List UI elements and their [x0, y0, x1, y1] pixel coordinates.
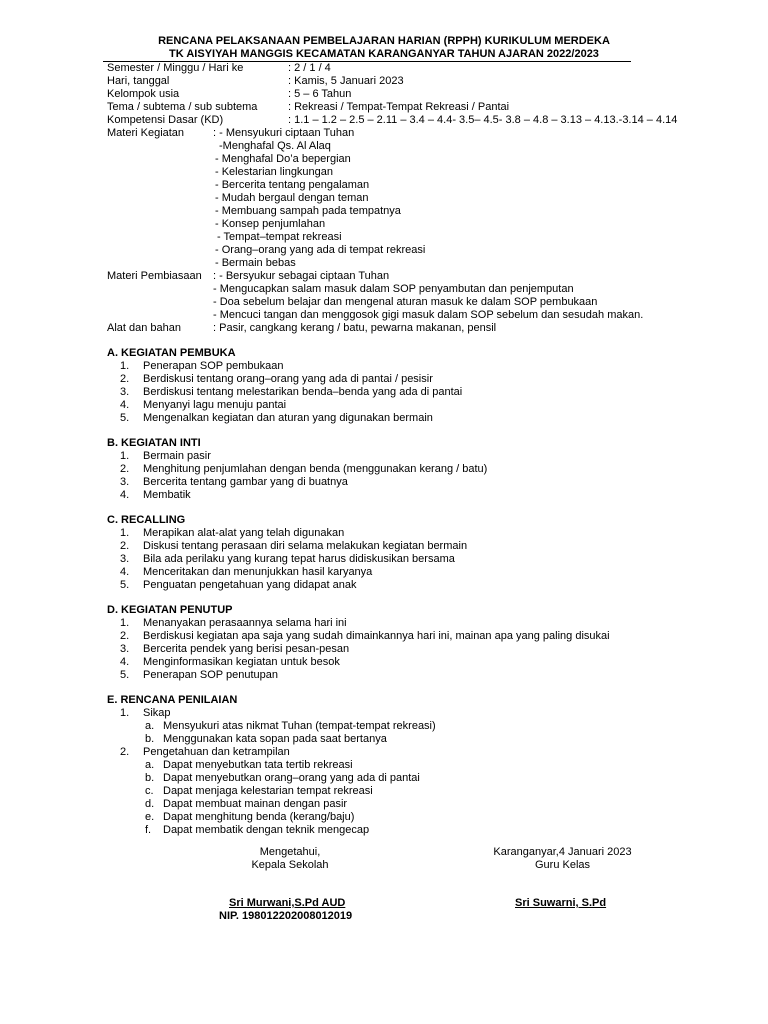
list-number: 5.	[120, 669, 130, 681]
materi-kegiatan-item: - Orang–orang yang ada di tempat rekreasi	[215, 244, 426, 256]
materi-pembiasaan-item: - Mengucapkan salam masuk dalam SOP penyambutan dan penjemputan	[213, 283, 574, 295]
info-label-theme: Tema / subtema / sub subtema	[107, 101, 258, 113]
info-label-age-group: Kelompok usia	[107, 88, 180, 100]
signature-right-name: Sri Suwarni, S.Pd	[515, 897, 607, 909]
document-title: RENCANA PELAKSANAAN PEMBELAJARAN HARIAN (RPPH) KURIKULUM MERDEKA	[158, 35, 610, 47]
list-number: 5.	[120, 579, 130, 591]
alat-bahan-label: Alat dan bahan	[107, 322, 182, 334]
list-number: 2.	[120, 746, 130, 758]
list-item: Pengetahuan dan ketrampilan	[143, 746, 290, 758]
list-item: Dapat membuat mainan dengan pasir	[163, 798, 348, 810]
info-label-date: Hari, tanggal	[107, 75, 170, 87]
list-item: Berdiskusi kegiatan apa saja yang sudah dimainkannya hari ini, mainan apa yang paling disukai	[143, 630, 610, 642]
materi-pembiasaan-item: : - Bersyukur sebagai ciptaan Tuhan	[213, 270, 390, 282]
list-item: Berdiskusi tentang melestarikan benda–benda yang ada di pantai	[143, 386, 463, 398]
list-number: 1.	[120, 360, 130, 372]
list-item: Bila ada perilaku yang kurang tepat harus didiskusikan bersama	[143, 553, 455, 565]
materi-pembiasaan-item: - Mencuci tangan dan menggosok gigi masuk dalam SOP sebelum dan sesudah makan.	[213, 309, 644, 321]
list-number: 3.	[120, 476, 130, 488]
list-number: 4.	[120, 566, 130, 578]
list-item: Dapat menghitung benda (kerang/baju)	[163, 811, 355, 823]
section-heading-inti: B. KEGIATAN INTI	[107, 437, 201, 449]
list-item: Dapat menjaga kelestarian tempat rekreasi	[163, 785, 373, 797]
info-value-theme: : Rekreasi / Tempat-Tempat Rekreasi / Pantai	[288, 101, 510, 113]
section-heading-penutup: D. KEGIATAN PENUTUP	[107, 604, 233, 616]
list-number: 4.	[120, 489, 130, 501]
list-number: 1.	[120, 450, 130, 462]
list-item: Menggunakan kata sopan pada saat bertanya	[163, 733, 387, 745]
section-heading-recalling: C. RECALLING	[107, 514, 186, 526]
signature-right-role: Guru Kelas	[534, 859, 591, 871]
list-item: Berdiskusi tentang orang–orang yang ada di pantai / pesisir	[143, 373, 433, 385]
materi-kegiatan-item: - Mudah bergaul dengan teman	[215, 192, 369, 204]
list-item: Penerapan SOP pembukaan	[143, 360, 284, 372]
list-item: Penguatan pengetahuan yang didapat anak	[143, 579, 357, 591]
list-item: Penerapan SOP penutupan	[143, 669, 278, 681]
signature-right-date: Karanganyar,4 Januari 2023	[493, 846, 632, 858]
list-letter: a.	[145, 720, 155, 732]
section-heading-pembuka: A. KEGIATAN PEMBUKA	[107, 347, 236, 359]
list-number: 2.	[120, 373, 130, 385]
alat-bahan-value: : Pasir, cangkang kerang / batu, pewarna makanan, pensil	[213, 322, 497, 334]
list-number: 4.	[120, 656, 130, 668]
list-number: 3.	[120, 386, 130, 398]
list-item: Menceritakan dan menunjukkan hasil karyanya	[143, 566, 373, 578]
info-value-kd: : 1.1 – 1.2 – 2.5 – 2.11 – 3.4 – 4.4- 3.5– 4.5- 3.8 – 4.8 – 3.13 – 4.13.-3.14 – 4.14	[288, 114, 678, 126]
list-letter: c.	[145, 785, 154, 797]
info-value-age-group: : 5 – 6 Tahun	[288, 88, 352, 100]
list-item: Menghitung penjumlahan dengan benda (menggunakan kerang / batu)	[143, 463, 488, 475]
list-item: Mensyukuri atas nikmat Tuhan (tempat-tempat rekreasi)	[163, 720, 436, 732]
signature-left-role: Kepala Sekolah	[251, 859, 329, 871]
list-number: 3.	[120, 643, 130, 655]
info-label-kd: Kompetensi Dasar (KD)	[107, 114, 224, 126]
list-letter: f.	[145, 824, 152, 836]
info-value-date: : Kamis, 5 Januari 2023	[288, 75, 404, 87]
list-item: Diskusi tentang perasaan diri selama melakukan kegiatan bermain	[143, 540, 468, 552]
list-number: 2.	[120, 540, 130, 552]
list-letter: a.	[145, 759, 155, 771]
list-item: Dapat membatik dengan teknik mengecap	[163, 824, 370, 836]
list-item: Menanyakan perasaannya selama hari ini	[143, 617, 347, 629]
materi-kegiatan-item: - Kelestarian lingkungan	[215, 166, 334, 178]
list-number: 1.	[120, 527, 130, 539]
list-item: Sikap	[143, 707, 171, 719]
materi-kegiatan-item: -Menghafal Qs. Al Alaq	[219, 140, 331, 152]
list-number: 2.	[120, 463, 130, 475]
list-item: Mengenalkan kegiatan dan aturan yang digunakan bermain	[143, 412, 433, 424]
list-item: Dapat menyebutkan orang–orang yang ada di pantai	[163, 772, 420, 784]
list-letter: b.	[145, 772, 155, 784]
list-number: 1.	[120, 617, 130, 629]
list-letter: e.	[145, 811, 155, 823]
document-subtitle: TK AISYIYAH MANGGIS KECAMATAN KARANGANYAR TAHUN AJARAN 2022/2023	[169, 48, 599, 60]
materi-pembiasaan-item: - Doa sebelum belajar dan mengenal aturan masuk ke dalam SOP pembukaan	[213, 296, 598, 308]
materi-pembiasaan-label: Materi Pembiasaan	[107, 270, 202, 282]
list-item: Membatik	[143, 489, 191, 501]
materi-kegiatan-item: - Membuang sampah pada tempatnya	[215, 205, 401, 217]
list-item: Bercerita pendek yang berisi pesan-pesan	[143, 643, 350, 655]
materi-kegiatan-label: Materi Kegiatan	[107, 127, 185, 139]
info-label-semester: Semester / Minggu / Hari ke	[107, 62, 244, 74]
list-number: 4.	[120, 399, 130, 411]
materi-kegiatan-item: - Bercerita tentang pengalaman	[215, 179, 370, 191]
list-item: Bercerita tentang gambar yang di buatnya	[143, 476, 348, 488]
list-letter: b.	[145, 733, 155, 745]
materi-kegiatan-item: - Tempat–tempat rekreasi	[217, 231, 342, 243]
list-number: 2.	[120, 630, 130, 642]
materi-kegiatan-item: - Bermain bebas	[215, 257, 296, 269]
materi-kegiatan-item: : - Mensyukuri ciptaan Tuhan	[213, 127, 355, 139]
list-item: Merapikan alat-alat yang telah digunakan	[143, 527, 345, 539]
signature-left-nip: NIP. 198012202008012019	[219, 910, 353, 922]
materi-kegiatan-item: - Menghafal Do’a bepergian	[215, 153, 351, 165]
section-heading-penilaian: E. RENCANA PENILAIAN	[107, 694, 238, 706]
materi-kegiatan-item: - Konsep penjumlahan	[215, 218, 326, 230]
list-number: 1.	[120, 707, 130, 719]
list-number: 3.	[120, 553, 130, 565]
list-item: Dapat menyebutkan tata tertib rekreasi	[163, 759, 353, 771]
list-item: Menyanyi lagu menuju pantai	[143, 399, 287, 411]
list-item: Menginformasikan kegiatan untuk besok	[143, 656, 340, 668]
info-value-semester: : 2 / 1 / 4	[288, 62, 331, 74]
list-item: Bermain pasir	[143, 450, 211, 462]
list-letter: d.	[145, 798, 155, 810]
signature-left-caption: Mengetahui,	[259, 846, 321, 858]
signature-left-name: Sri Murwani,S.Pd AUD	[229, 897, 346, 909]
list-number: 5.	[120, 412, 130, 424]
